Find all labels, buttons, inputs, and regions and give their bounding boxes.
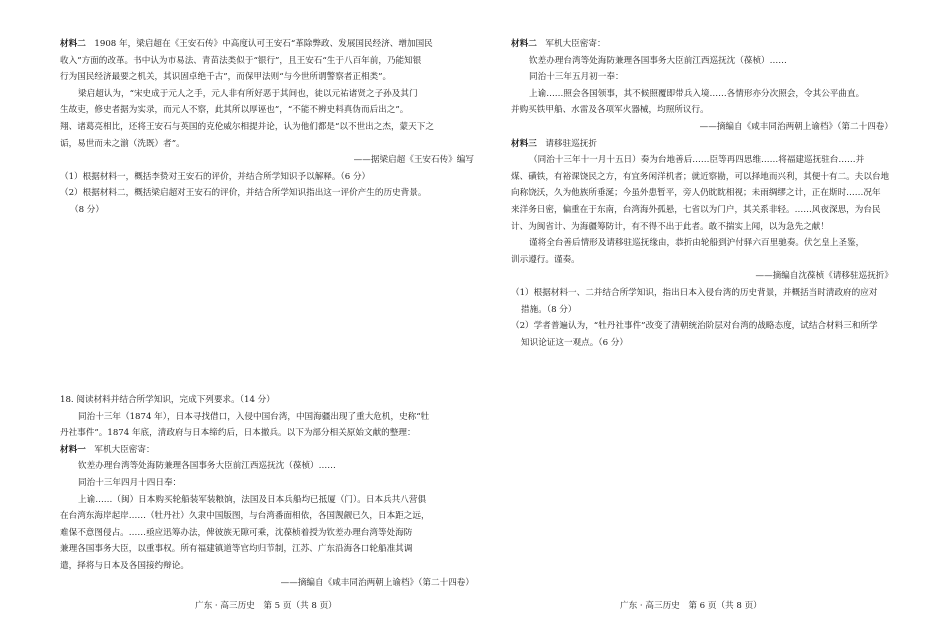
material-text: 钦差办理台湾等处海防兼理各国事务大臣前江西巡抚沈（葆桢）…… [78,461,336,472]
page-footer-left: 广东 · 高三历史 第 5 页（共 8 页） [195,601,337,611]
question-2: 知识论证这一观点。（6 分） [521,337,629,348]
material-text: 同治十三年五月初一奉： [529,72,624,83]
material-2-line [60,36,474,53]
material-3-heading [511,136,893,153]
material-1-heading [60,442,474,459]
question-1: （1）根据材料一，概括李贽对王安石的评价，并结合所学知识予以解释。（6 分） [60,171,371,182]
right-page [511,36,893,351]
material-text: 向称饶沃，久为他族所垂涎；今虽外患暂平，旁人仍眈眈相视；未雨绸缪之计，正在斯时……况年 [511,188,881,199]
question-2: （2）学者普遍认为，“牡丹社事件”改变了清朝统治阶层对台湾的战略态度，试结合材料三和所学 [511,321,878,332]
material-text: 难保不意图侵占。……亟应迅筹办法，俾彼族无隙可乘，沈葆桢着授为钦差办理台湾等处海防 [60,527,413,538]
question-1: （1）根据材料一、二并结合所学知识，指出日本入侵台湾的历史背景，并概括当时清政府的应对 [511,287,878,298]
material-title: 材料二 [511,39,537,49]
material-text: 遣，择将与日本及各国接约辩论。 [60,560,189,571]
question-18-stem: 18. 阅读材料并结合所学知识，完成下列要求。（14 分） [60,395,275,405]
question-2: （2）根据材料二，概括梁启超对王安石的评价，并结合所学知识指出这一评价产生的历史背景。 [60,188,427,199]
material-head: 军机大臣密寄： [545,39,606,49]
material-text: 诟，易世而未之湔（洗既）者”。 [60,138,185,149]
material-text: 上谕……照会各国领事，其不候照覆即带兵入境……各情形亦分次照会，令其公平曲直。 [529,88,865,99]
question-18-block [60,392,474,591]
material-text: 来洋务日密，偏重在于东南，台湾海外孤悬，七省以为门户，其关系非轻。……风夜深思，为台民 [511,204,881,215]
material-2-heading [511,36,893,53]
material-source: ——摘编自《咸丰同治两朝上谕档》（第二十四卷） [280,577,474,588]
material-text: 并购买铁甲船、水雷及各项军火器械，均照所议行。 [511,105,709,116]
material-text: 谨将全台善后情形及请移驻巡抚缘由，恭折由轮船到沪付驿六百里驰奏。伏乞皇上圣鉴， [529,238,865,249]
material-title: 材料三 [511,138,537,149]
question-2-score: （8 分） [70,204,104,215]
material-head: 军机大臣密寄： [94,444,155,455]
material-source: ——摘编自沈葆桢《请移驻巡抚折》 [755,271,893,282]
material-text: 煤、磺铁，有裕课饶民之方，有宜务闲洋机者；就近察勘，可以择地而兴利，其便十有二。夫以台地 [511,171,890,182]
material-text: 行为国民经济最要之机关，其识固卓绝千古”，而保甲法则“与今世所谓警察者正相类”。 [60,72,392,83]
question-18-intro: 丹社事件”。1874 年底，清政府与日本缔约后，日本撤兵。以下为部分相关原始文献的整理： [60,428,416,439]
material-text: 1908 年，梁启超在《王安石传》中高度认可王安石“革除弊政、发展国民经济、增加国民 [94,39,433,49]
material-source: ——据梁启超《王安石传》编写 [353,155,474,166]
material-text: 收入”方面的改革。书中认为市易法、青苗法类似于“银行”，且王安石“生于八百年前，乃能知银 [60,55,422,66]
material-text: 翔、诸葛亮相比，还将王安石与英国的克伦威尔相提并论，认为他们都是“以不世出之杰，蒙天下之 [60,121,434,132]
material-text: 上谕……（闽）日本购买轮船装军装粮饷，法国及日本兵船均已抵厦（门）。日本兵共八营俱 [78,494,427,505]
material-head: 请移驻巡抚折 [545,138,597,149]
material-title: 材料一 [60,444,86,455]
material-text: 梁启超认为，“宋史成于元人之手，元人非有所好恶于其间也，徒以元祐诸贤之子孙及其门 [78,88,418,99]
material-text: 钦差办理台湾等处海防兼理各国事务大臣前江西巡抚沈（葆桢）…… [529,55,787,66]
material-text: 兼理各国事务大臣，以重事权。所有福建镇道等官均归节制，江苏、广东沿海各口轮船准其调 [60,544,413,555]
material-text: 生故吏，修史者据为实录，而元人不察，此其所以厚诬也”，“不能不辨史料真伪而后出之”。 [60,105,409,116]
material-text: 在台湾东海岸起岸……（牡丹社）久隶中国版图，与台湾番面相依，各国觊觎已久，日本距之远， [60,511,430,522]
page-footer-right: 广东 · 高三历史 第 6 页（共 8 页） [620,601,762,611]
material-text: 计、为闽省计、为海疆筹防计，有不得不出于此者。敢不揣实上闻，以为急先之献！ [511,221,829,232]
question-1: 措施。（8 分） [521,304,577,315]
left-page [60,36,474,219]
material-text: 同治十三年四月十四日奉： [78,477,182,488]
question-18-intro: 同治十三年（1874 年），日本寻找借口，入侵中国台湾，中国海疆出现了重大危机，史称“牡 [78,411,430,422]
material-text: （同治十三年十一月十五日）奏为台地善后……臣等再四思维……将福建巡抚驻台……并 [529,155,865,166]
material-text: 训示遵行。谨奏。 [511,254,580,265]
material-source: ——摘编自《咸丰同治两朝上谕档》（第二十四卷） [699,121,893,132]
material-title: 材料二 [60,39,86,49]
